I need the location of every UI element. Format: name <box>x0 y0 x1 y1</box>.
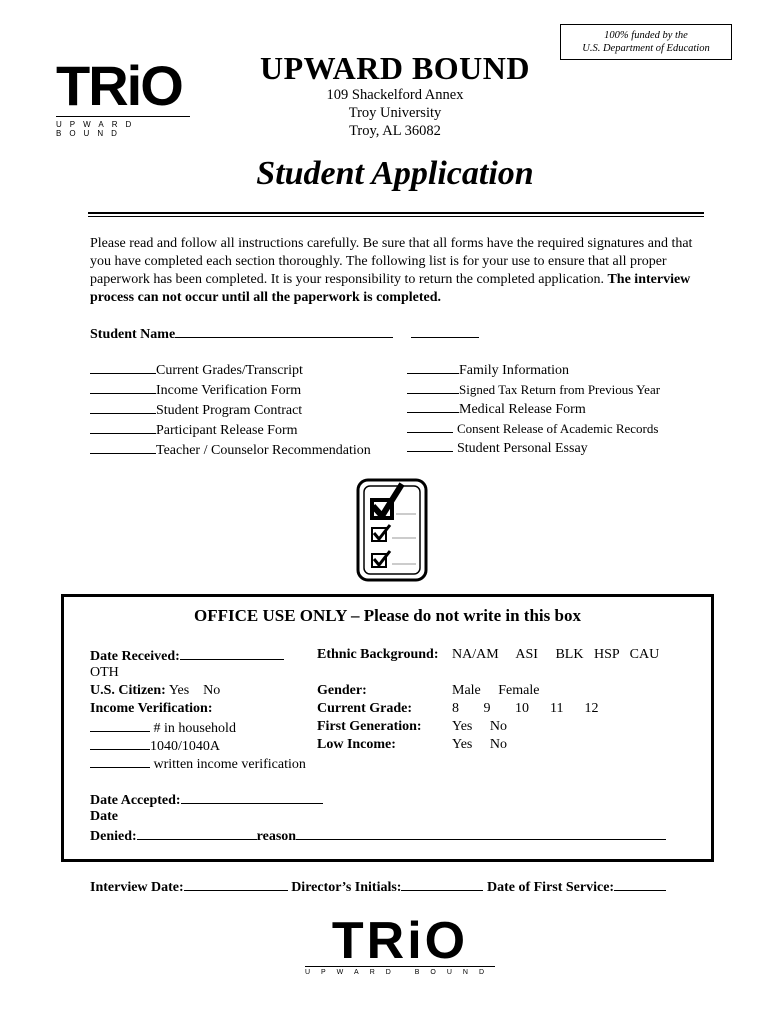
checklist-item <box>407 399 660 419</box>
instructions-emphasis: The interview process can not occur until all the paperwork is completed. <box>90 272 691 305</box>
citizen-row <box>90 682 220 700</box>
director-initials-label: Director’s Initials: <box>291 880 402 895</box>
checklist-item <box>90 440 371 460</box>
first-generation-label: First Generation: <box>317 719 422 734</box>
check-label: Current Grades/Transcript <box>156 363 303 378</box>
checklist-item <box>90 400 371 420</box>
date-accepted-label: Date Accepted: <box>90 793 181 808</box>
interview-date-label: Interview Date: <box>90 880 184 895</box>
student-name-row <box>90 324 479 343</box>
reason-field[interactable] <box>296 826 666 840</box>
title-rule-thick <box>88 212 704 214</box>
checklist-item <box>90 380 371 400</box>
logo-subtitle: UPWARD BOUND <box>56 120 140 138</box>
check-blank[interactable] <box>90 440 156 454</box>
check-blank[interactable] <box>407 419 453 433</box>
check-label: Teacher / Counselor Recommendation <box>156 443 371 458</box>
interview-date-field[interactable] <box>184 877 288 891</box>
logo-word: TRiO <box>56 54 182 117</box>
current-grade-label: Current Grade: <box>317 701 412 716</box>
student-name-label: Student Name <box>90 327 176 342</box>
address-line-2: Troy University <box>348 105 442 121</box>
check-label: Consent Release of Academic Records <box>457 421 659 436</box>
address-line-1: 109 Shackelford Annex <box>326 87 464 103</box>
student-name-field[interactable] <box>175 324 393 338</box>
written-income-row <box>90 754 306 774</box>
logo-word: TRiO <box>331 912 469 970</box>
gender-options: Male Female <box>452 683 540 698</box>
citizen-label: U.S. Citizen: <box>90 683 166 698</box>
form-1040-row <box>90 736 220 756</box>
low-income-label: Low Income: <box>317 737 396 752</box>
grade-options: 8 9 10 11 12 <box>452 701 599 716</box>
written-income-field[interactable] <box>90 754 150 768</box>
form-title: Student Application <box>256 155 534 192</box>
check-blank[interactable] <box>90 420 156 434</box>
denied-row <box>90 826 666 846</box>
denied-field[interactable] <box>137 826 257 840</box>
student-id-field[interactable] <box>411 324 479 338</box>
ethnic-options: NA/AM ASI BLK HSP CAU <box>452 647 660 662</box>
checklist-item <box>407 438 660 458</box>
reason-label: reason <box>256 829 297 844</box>
date-received-row <box>90 646 284 666</box>
form-1040-label: 1040/1040A <box>150 739 220 754</box>
first-service-label: Date of First Service: <box>486 880 615 895</box>
program-header <box>200 50 590 140</box>
checklist-item <box>90 360 371 380</box>
check-blank[interactable] <box>407 438 453 452</box>
checklist-right <box>407 360 660 458</box>
household-label: # in household <box>153 721 236 736</box>
signoff-row <box>90 877 666 896</box>
check-blank[interactable] <box>407 360 459 374</box>
trio-logo-top <box>56 54 196 138</box>
office-use-title: OFFICE USE ONLY – Please do not write in this box <box>194 606 581 625</box>
household-row <box>90 718 236 738</box>
ethnic-oth: OTH <box>90 665 119 680</box>
checklist-left <box>90 360 371 460</box>
ethnic-label: Ethnic Background: <box>317 647 439 662</box>
instructions <box>90 235 700 307</box>
checklist-item <box>407 380 660 399</box>
check-label: Family Information <box>459 363 570 378</box>
written-income-label: written income verification <box>153 757 306 772</box>
check-label: Signed Tax Return from Previous Year <box>459 382 661 397</box>
clipboard-checklist-icon <box>356 478 428 582</box>
checklist-item <box>407 419 660 438</box>
checklist-item <box>90 420 371 440</box>
check-label: Student Personal Essay <box>457 441 588 456</box>
funding-note-line1: 100% funded by the <box>604 30 688 41</box>
checklist-item <box>407 360 660 380</box>
check-blank[interactable] <box>407 380 459 394</box>
check-label: Medical Release Form <box>459 402 586 417</box>
director-initials-field[interactable] <box>401 877 483 891</box>
low-income-options: Yes No <box>452 737 507 752</box>
check-blank[interactable] <box>90 360 156 374</box>
funding-note-line2: U.S. Department of Education <box>582 43 710 54</box>
denied-label: Denied: <box>90 829 137 844</box>
check-label: Student Program Contract <box>156 403 303 418</box>
income-verification-label: Income Verification: <box>90 701 213 716</box>
date-accepted-field[interactable] <box>181 790 323 804</box>
check-label: Income Verification Form <box>156 383 302 398</box>
citizen-options: Yes No <box>168 683 221 698</box>
date-accepted-row <box>90 790 323 810</box>
date-received-label: Date Received: <box>90 649 180 664</box>
date-denied-word: Date <box>90 809 118 824</box>
trio-logo-bottom <box>300 912 500 976</box>
check-blank[interactable] <box>407 399 459 413</box>
instructions-text: Please read and follow all instructions carefully. Be sure that all forms have the required signatures and that you have completed each section thoroughly. The following list is for your use to ensure that all proper paperwork has been completed. It is your responsibility to return the completed application. <box>90 236 693 287</box>
household-field[interactable] <box>90 718 150 732</box>
form-1040-field[interactable] <box>90 736 150 750</box>
first-generation-options: Yes No <box>452 719 507 734</box>
logo-subtitle: UPWARD BOUND <box>304 969 496 976</box>
program-title: UPWARD BOUND <box>260 50 530 86</box>
date-received-field[interactable] <box>180 646 284 660</box>
check-label: Participant Release Form <box>156 423 298 438</box>
check-blank[interactable] <box>90 400 156 414</box>
first-service-field[interactable] <box>614 877 666 891</box>
gender-label: Gender: <box>317 683 367 698</box>
title-rule-thin <box>88 216 704 217</box>
address-line-3: Troy, AL 36082 <box>349 123 441 139</box>
check-blank[interactable] <box>90 380 156 394</box>
